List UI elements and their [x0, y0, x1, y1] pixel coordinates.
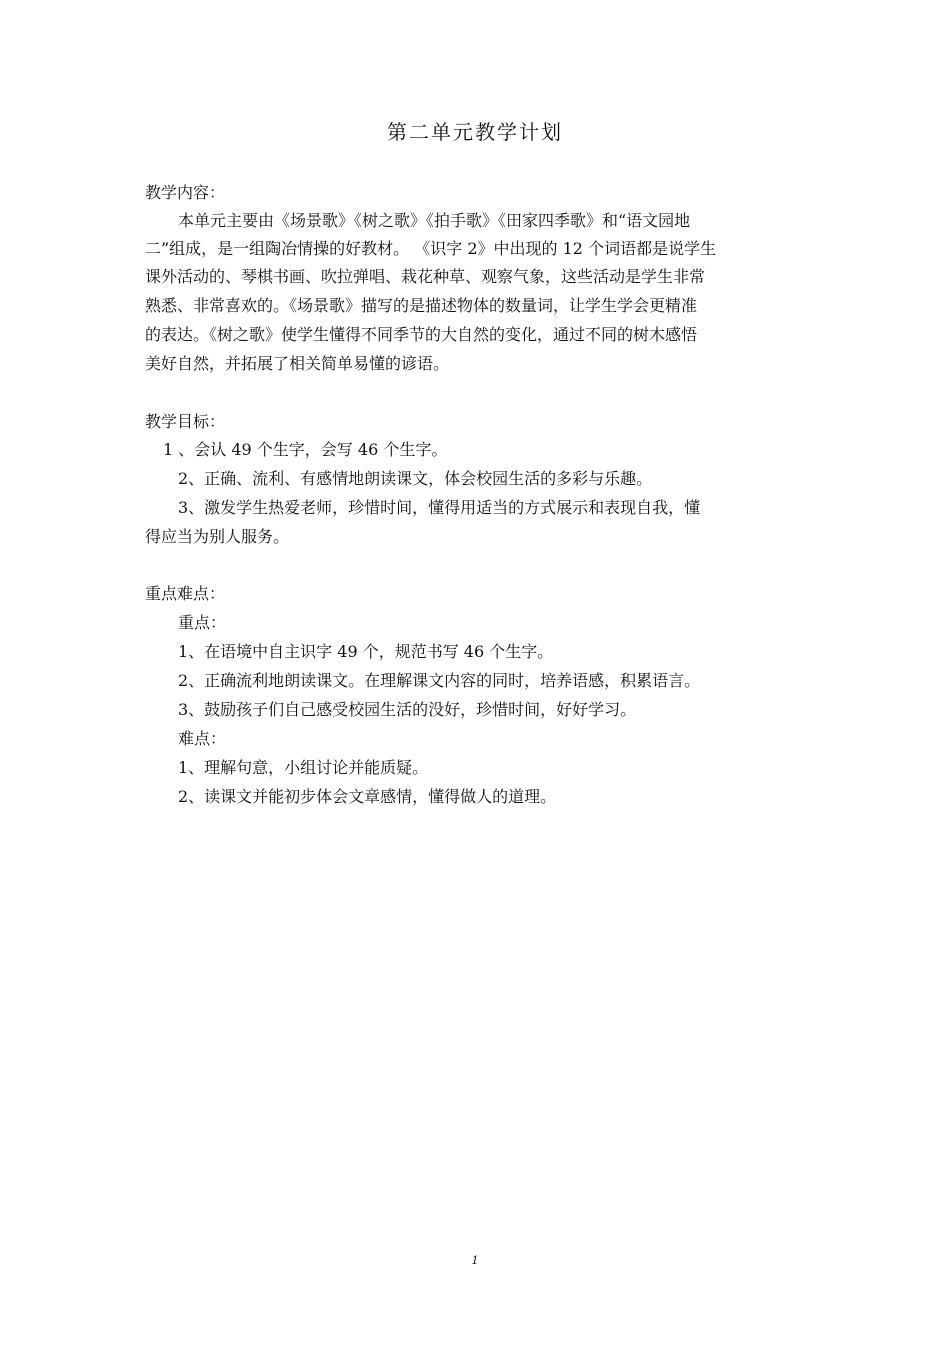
content-line: 二”组成，是一组陶冶情操的好教材。 《识字 2》中出现的 12 个词语都是说学生 — [145, 239, 717, 258]
focus-item: 3、鼓励孩子们自己感受校园生活的没好，珍惜时间，好好学习。 — [178, 700, 637, 719]
content-line: 熟悉、非常喜欢的。《场景歌》描写的是描述物体的数量词，让学生学会更精准 — [145, 296, 698, 315]
goal-item: 得应当为别人服务。 — [145, 527, 290, 546]
section-heading-goals: 教学目标： — [145, 412, 226, 431]
difficulty-item: 2、读课文并能初步体会文章感情，懂得做人的道理。 — [178, 787, 557, 806]
focus-item: 1、在语境中自主识字 49 个，规范书写 46 个生字。 — [178, 642, 554, 661]
section-heading-content: 教学内容： — [145, 183, 226, 202]
content-line: 的表达。《树之歌》使学生懂得不同季节的大自然的变化，通过不同的树木感悟 — [145, 325, 698, 344]
goal-item: 2、正确、流利、有感情地朗读课文，体会校园生活的多彩与乐趣。 — [178, 469, 653, 488]
goal-item: 3、激发学生热爱老师，珍惜时间，懂得用适当的方式展示和表现自我，懂 — [178, 498, 701, 517]
difficulty-label: 难点： — [178, 729, 227, 748]
page-number: 1 — [471, 1254, 479, 1267]
difficulty-item: 1、理解句意，小组讨论并能质疑。 — [178, 758, 429, 777]
content-line: 课外活动的、琴棋书画、吹拉弹唱、栽花种草、观察气象，这些活动是学生非常 — [145, 267, 706, 286]
section-heading-key-points: 重点难点： — [145, 584, 226, 603]
content-line: 美好自然，并拓展了相关简单易懂的谚语。 — [145, 354, 450, 373]
page-title: 第二单元教学计划 — [387, 120, 563, 144]
focus-item: 2、正确流利地朗读课文。在理解课文内容的同时，培养语感，积累语言。 — [178, 671, 701, 690]
goal-item: 1 、会认 49 个生字，会写 46 个生字。 — [163, 440, 448, 459]
focus-label: 重点： — [178, 613, 227, 632]
content-line: 本单元主要由《场景歌》《树之歌》《拍手歌》《田家四季歌》和“语文园地 — [178, 211, 691, 230]
